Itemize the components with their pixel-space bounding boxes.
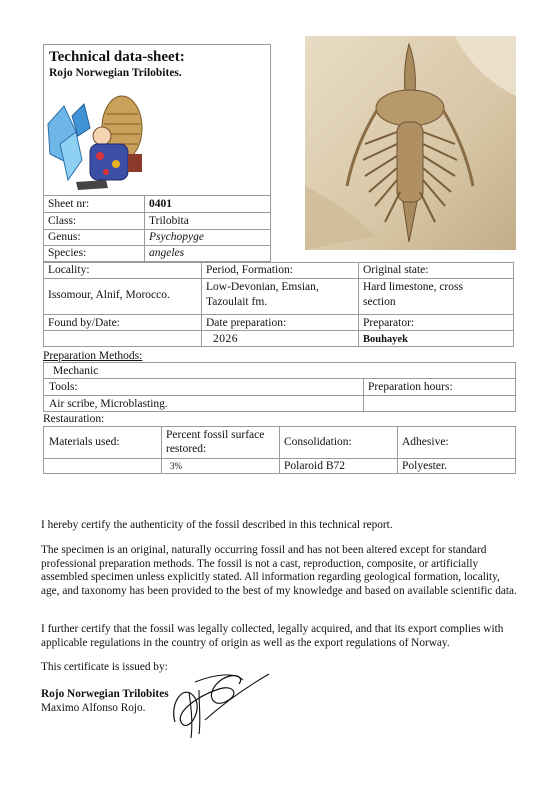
adhesive-label: Adhesive: (402, 436, 449, 448)
state-value-1: Hard limestone, cross (363, 281, 463, 293)
state-label: Original state: (363, 264, 429, 276)
class-value: Trilobita (149, 215, 189, 227)
fossil-photo (305, 36, 516, 250)
certificate-paragraph-2: The specimen is an original, naturally occurring fossil and has not been altered except for standard professional preparation methods. The fossil is not a cast, reproduction, composite, or artificially assembled specimen unless explicitly stated. All information regarding geological formation, locality, age, and taxonomy has been provided to the best of my knowledge and based on available scientific data. (41, 544, 517, 597)
percent-label-2: restored: (166, 443, 207, 455)
issuer-person: Maximo Alfonso Rojo. (41, 702, 146, 714)
sheet-title: Technical data-sheet: (49, 49, 185, 65)
period-label: Period, Formation: (206, 264, 293, 276)
sheet-nr-value: 0401 (149, 198, 172, 210)
period-value-1: Low-Devonian, Emsian, (206, 281, 319, 293)
class-label: Class: (48, 215, 77, 227)
tools-value: Air scribe, Microblasting. (49, 398, 168, 410)
adhesive-value: Polyester. (402, 460, 448, 472)
date-value: 2026 (213, 333, 238, 345)
period-value-2: Tazoulait fm. (206, 296, 268, 308)
locality-value: Issomour, Alnif, Morocco. (48, 289, 170, 301)
genus-label: Genus: (48, 231, 81, 243)
percent-value: 3% (170, 461, 182, 471)
preparation-heading: Preparation Methods: (43, 350, 143, 362)
hours-label: Preparation hours: (368, 381, 453, 393)
restoration-heading: Restauration: (43, 413, 105, 425)
consolidation-value: Polaroid B72 (284, 460, 346, 472)
date-label: Date preparation: (206, 317, 287, 329)
tools-label: Tools: (49, 381, 78, 393)
certificate-paragraph-1: I hereby certify the authenticity of the fossil described in this technical report. (41, 519, 393, 531)
species-value: angeles (149, 247, 185, 259)
materials-label: Materials used: (49, 436, 120, 448)
genus-value: Psychopyge (149, 231, 204, 243)
locality-label: Locality: (48, 264, 90, 276)
signature-image (165, 662, 275, 740)
species-label: Species: (48, 247, 87, 259)
state-value-2: section (363, 296, 396, 308)
issuer-company: Rojo Norwegian Trilobites (41, 688, 169, 700)
certificate-paragraph-4: This certificate is issued by: (41, 661, 168, 673)
found-label: Found by/Date: (48, 317, 120, 329)
logo-image (46, 84, 164, 194)
method-value: Mechanic (53, 365, 99, 377)
sheet-subtitle: Rojo Norwegian Trilobites. (49, 67, 182, 79)
preparator-value: Bouhayek (363, 334, 408, 345)
sheet-nr-label: Sheet nr: (48, 198, 90, 210)
percent-label-1: Percent fossil surface (166, 429, 265, 441)
preparator-label: Preparator: (363, 317, 415, 329)
consolidation-label: Consolidation: (284, 436, 352, 448)
certificate-paragraph-3: I further certify that the fossil was legally collected, legally acquired, and that its export complies with applicable regulations in the country of origin as well as the export regulations of Norway. (41, 623, 504, 649)
